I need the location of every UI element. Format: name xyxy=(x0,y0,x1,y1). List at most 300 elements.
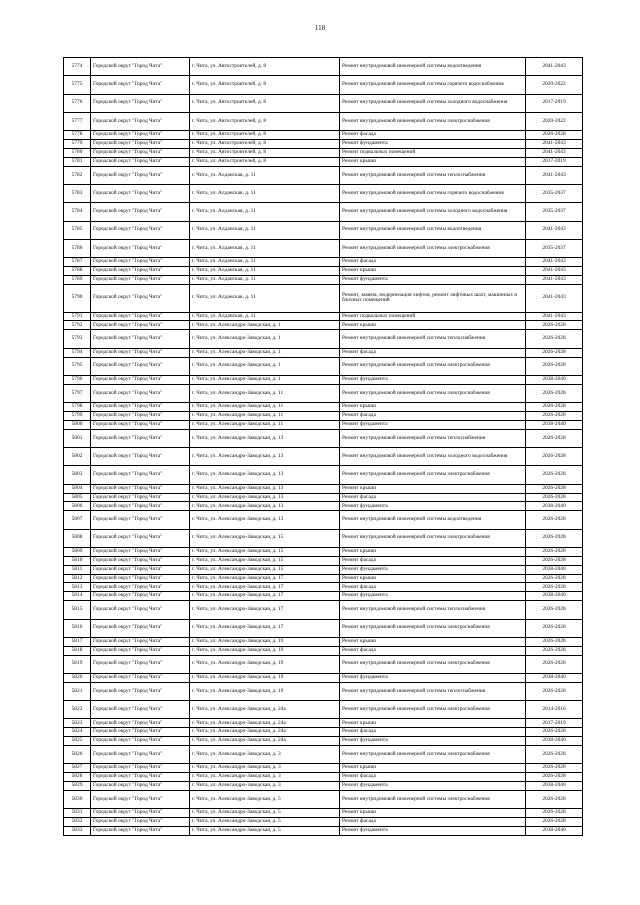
row-number: 5816 xyxy=(64,619,91,637)
row-number: 5799 xyxy=(64,411,91,420)
table-row xyxy=(64,547,583,556)
row-number: 5777 xyxy=(64,112,91,130)
row-number: 5782 xyxy=(64,166,91,184)
municipality-cell: Городской округ "Город Чита" xyxy=(91,276,190,285)
municipality-cell: Городской округ "Город Чита" xyxy=(91,258,190,267)
municipality-cell: Городской округ "Город Чита" xyxy=(91,637,190,646)
period-cell: 2026-2028 xyxy=(526,601,583,619)
row-number: 5805 xyxy=(64,493,91,502)
table-row xyxy=(64,284,583,312)
address-cell: г. Чита, ул. Алданская, д. 11 xyxy=(190,284,340,312)
period-cell: 2038-2040 xyxy=(526,592,583,601)
row-number: 5779 xyxy=(64,140,91,149)
address-cell: г. Чита, ул. Александро-Заводская, д. 3 xyxy=(190,773,340,782)
municipality-cell: Городской округ "Город Чита" xyxy=(91,601,190,619)
period-cell: 2026-2028 xyxy=(526,728,583,737)
table-row xyxy=(64,330,583,348)
table-row xyxy=(64,357,583,375)
address-cell: г. Чита, ул. Александро-Заводская, д. 13 xyxy=(190,493,340,502)
period-cell: 2026-2028 xyxy=(526,411,583,420)
row-number: 5814 xyxy=(64,592,91,601)
row-number: 5819 xyxy=(64,655,91,673)
address-cell: г. Чита, ул. Александро-Заводская, д. 1 xyxy=(190,375,340,384)
work-type-cell: Ремонт внутридомовой инженерной системы электроснабжения xyxy=(340,791,526,809)
municipality-cell: Городской округ "Город Чита" xyxy=(91,502,190,511)
table-row xyxy=(64,565,583,574)
municipality-cell: Городской округ "Город Чита" xyxy=(91,556,190,565)
table-row xyxy=(64,511,583,529)
work-type-cell: Ремонт крыши xyxy=(340,764,526,773)
address-cell: г. Чита, ул. Александро-Заводская, д. 19 xyxy=(190,682,340,700)
repair-schedule-table xyxy=(63,57,583,836)
work-type-cell: Ремонт внутридомовой инженерной системы электроснабжения xyxy=(340,239,526,257)
municipality-cell: Городской округ "Город Чита" xyxy=(91,737,190,746)
row-number: 5802 xyxy=(64,448,91,466)
municipality-cell: Городской округ "Город Чита" xyxy=(91,782,190,791)
address-cell: г. Чита, ул. Александро-Заводская, д. 13 xyxy=(190,484,340,493)
address-cell: г. Чита, ул. Александро-Заводская, д. 15 xyxy=(190,547,340,556)
municipality-cell: Городской округ "Город Чита" xyxy=(91,701,190,719)
period-cell: 2038-2040 xyxy=(526,673,583,682)
row-number: 5822 xyxy=(64,701,91,719)
work-type-cell: Ремонт фасада xyxy=(340,818,526,827)
row-number: 5806 xyxy=(64,502,91,511)
address-cell: г. Чита, ул. Александро-Заводская, д. 3 xyxy=(190,764,340,773)
row-number: 5832 xyxy=(64,818,91,827)
work-type-cell: Ремонт крыши xyxy=(340,719,526,728)
row-number: 5787 xyxy=(64,258,91,267)
address-cell: г. Чита, ул. Алданская, д. 11 xyxy=(190,267,340,276)
municipality-cell: Городской округ "Город Чита" xyxy=(91,94,190,112)
table-row xyxy=(64,58,583,76)
page-number: 118 xyxy=(314,24,326,32)
address-cell: г. Чита, ул. Александро-Заводская, д. 1 xyxy=(190,330,340,348)
address-cell: г. Чита, ул. Автостроителей, д. 8 xyxy=(190,140,340,149)
table-row xyxy=(64,185,583,203)
table-row xyxy=(64,529,583,547)
table-row xyxy=(64,673,583,682)
municipality-cell: Городской округ "Город Чита" xyxy=(91,547,190,556)
address-cell: г. Чита, ул. Александро-Заводская, д. 5 xyxy=(190,818,340,827)
address-cell: г. Чита, ул. Автостроителей, д. 8 xyxy=(190,94,340,112)
work-type-cell: Ремонт крыши xyxy=(340,403,526,412)
period-cell: 2038-2040 xyxy=(526,502,583,511)
address-cell: г. Чита, ул. Александро-Заводская, д. 13 xyxy=(190,466,340,484)
address-cell: г. Чита, ул. Александро-Заводская, д. 15 xyxy=(190,529,340,547)
table-row xyxy=(64,112,583,130)
municipality-cell: Городской округ "Город Чита" xyxy=(91,58,190,76)
period-cell: 2035-2037 xyxy=(526,185,583,203)
row-number: 5791 xyxy=(64,312,91,321)
table-row xyxy=(64,701,583,719)
table-row xyxy=(64,94,583,112)
address-cell: г. Чита, ул. Александро-Заводская, д. 3 xyxy=(190,746,340,764)
address-cell: г. Чита, ул. Александро-Заводская, д. 11 xyxy=(190,411,340,420)
work-type-cell: Ремонт фундамента xyxy=(340,592,526,601)
municipality-cell: Городской округ "Город Чита" xyxy=(91,646,190,655)
municipality-cell: Городской округ "Город Чита" xyxy=(91,140,190,149)
address-cell: г. Чита, ул. Александро-Заводская, д. 19 xyxy=(190,673,340,682)
municipality-cell: Городской округ "Город Чита" xyxy=(91,791,190,809)
row-number: 5798 xyxy=(64,403,91,412)
work-type-cell: Ремонт крыши xyxy=(340,809,526,818)
table-row xyxy=(64,818,583,827)
work-type-cell: Ремонт фундамента xyxy=(340,140,526,149)
municipality-cell: Городской округ "Город Чита" xyxy=(91,348,190,357)
row-number: 5803 xyxy=(64,466,91,484)
municipality-cell: Городской округ "Город Чита" xyxy=(91,312,190,321)
table-row xyxy=(64,773,583,782)
table-row xyxy=(64,375,583,384)
table-row xyxy=(64,556,583,565)
row-number: 5801 xyxy=(64,429,91,447)
work-type-cell: Ремонт внутридомовой инженерной системы теплоснабжения xyxy=(340,429,526,447)
table-row xyxy=(64,411,583,420)
period-cell: 2035-2037 xyxy=(526,203,583,221)
table-row xyxy=(64,420,583,429)
table-row xyxy=(64,719,583,728)
period-cell: 2026-2028 xyxy=(526,330,583,348)
work-type-cell: Ремонт фасада xyxy=(340,728,526,737)
municipality-cell: Городской округ "Город Чита" xyxy=(91,484,190,493)
table-row xyxy=(64,827,583,836)
period-cell: 2041-2043 xyxy=(526,276,583,285)
address-cell: г. Чита, ул. Александро-Заводская, д. 11 xyxy=(190,420,340,429)
municipality-cell: Городской округ "Город Чита" xyxy=(91,673,190,682)
municipality-cell: Городской округ "Город Чита" xyxy=(91,203,190,221)
address-cell: г. Чита, ул. Алданская, д. 11 xyxy=(190,221,340,239)
row-number: 5817 xyxy=(64,637,91,646)
period-cell: 2038-2040 xyxy=(526,827,583,836)
row-number: 5785 xyxy=(64,221,91,239)
address-cell: г. Чита, ул. Александро-Заводская, д. 24а xyxy=(190,719,340,728)
row-number: 5828 xyxy=(64,773,91,782)
table-row xyxy=(64,574,583,583)
work-type-cell: Ремонт крыши xyxy=(340,157,526,166)
table-row xyxy=(64,148,583,157)
row-number: 5789 xyxy=(64,276,91,285)
table-row xyxy=(64,737,583,746)
table-row xyxy=(64,583,583,592)
work-type-cell: Ремонт внутридомовой инженерной системы электроснабжения xyxy=(340,655,526,673)
address-cell: г. Чита, ул. Александро-Заводская, д. 19 xyxy=(190,637,340,646)
row-number: 5830 xyxy=(64,791,91,809)
table-row xyxy=(64,592,583,601)
address-cell: г. Чита, ул. Александро-Заводская, д. 13 xyxy=(190,429,340,447)
municipality-cell: Городской округ "Город Чита" xyxy=(91,448,190,466)
period-cell: 2020-2022 xyxy=(526,112,583,130)
municipality-cell: Городской округ "Город Чита" xyxy=(91,76,190,94)
address-cell: г. Чита, ул. Александро-Заводская, д. 5 xyxy=(190,827,340,836)
period-cell: 2026-2028 xyxy=(526,682,583,700)
table-row xyxy=(64,403,583,412)
row-number: 5826 xyxy=(64,746,91,764)
work-type-cell: Ремонт фундамента xyxy=(340,276,526,285)
work-type-cell: Ремонт внутридомовой инженерной системы водоотведения xyxy=(340,58,526,76)
address-cell: г. Чита, ул. Александро-Заводская, д. 17 xyxy=(190,619,340,637)
work-type-cell: Ремонт фундамента xyxy=(340,737,526,746)
row-number: 5824 xyxy=(64,728,91,737)
address-cell: г. Чита, ул. Алданская, д. 11 xyxy=(190,276,340,285)
address-cell: г. Чита, ул. Александро-Заводская, д. 13 xyxy=(190,448,340,466)
period-cell: 2026-2028 xyxy=(526,791,583,809)
row-number: 5823 xyxy=(64,719,91,728)
municipality-cell: Городской округ "Город Чита" xyxy=(91,827,190,836)
address-cell: г. Чита, ул. Автостроителей, д. 8 xyxy=(190,112,340,130)
period-cell: 2038-2040 xyxy=(526,737,583,746)
municipality-cell: Городской округ "Город Чита" xyxy=(91,773,190,782)
work-type-cell: Ремонт внутридомовой инженерной системы горячего водоснабжения xyxy=(340,185,526,203)
row-number: 5781 xyxy=(64,157,91,166)
period-cell: 2026-2028 xyxy=(526,574,583,583)
period-cell: 2041-2043 xyxy=(526,221,583,239)
work-type-cell: Ремонт фундамента xyxy=(340,420,526,429)
row-number: 5808 xyxy=(64,529,91,547)
municipality-cell: Городской округ "Город Чита" xyxy=(91,267,190,276)
row-number: 5813 xyxy=(64,583,91,592)
period-cell: 2026-2028 xyxy=(526,493,583,502)
work-type-cell: Ремонт внутридомовой инженерной системы электроснабжения xyxy=(340,529,526,547)
municipality-cell: Городской округ "Город Чита" xyxy=(91,403,190,412)
period-cell: 2026-2028 xyxy=(526,131,583,140)
row-number: 5811 xyxy=(64,565,91,574)
municipality-cell: Городской округ "Город Чита" xyxy=(91,375,190,384)
municipality-cell: Городской округ "Город Чита" xyxy=(91,746,190,764)
table-row xyxy=(64,221,583,239)
table-row xyxy=(64,429,583,447)
municipality-cell: Городской округ "Город Чита" xyxy=(91,429,190,447)
municipality-cell: Городской округ "Город Чита" xyxy=(91,574,190,583)
period-cell: 2026-2028 xyxy=(526,773,583,782)
municipality-cell: Городской округ "Город Чита" xyxy=(91,583,190,592)
address-cell: г. Чита, ул. Александро-Заводская, д. 17 xyxy=(190,601,340,619)
row-number: 5786 xyxy=(64,239,91,257)
period-cell: 2026-2028 xyxy=(526,429,583,447)
period-cell: 2038-2040 xyxy=(526,565,583,574)
row-number: 5790 xyxy=(64,284,91,312)
period-cell: 2041-2043 xyxy=(526,58,583,76)
municipality-cell: Городской округ "Город Чита" xyxy=(91,682,190,700)
work-type-cell: Ремонт внутридомовой инженерной системы водоотведения xyxy=(340,511,526,529)
period-cell: 2017-2019 xyxy=(526,94,583,112)
row-number: 5800 xyxy=(64,420,91,429)
address-cell: г. Чита, ул. Автостроителей, д. 8 xyxy=(190,76,340,94)
period-cell: 2038-2040 xyxy=(526,375,583,384)
address-cell: г. Чита, ул. Автостроителей, д. 8 xyxy=(190,148,340,157)
period-cell: 2014-2016 xyxy=(526,701,583,719)
work-type-cell: Ремонт крыши xyxy=(340,267,526,276)
address-cell: г. Чита, ул. Автостроителей, д. 8 xyxy=(190,58,340,76)
municipality-cell: Городской округ "Город Чита" xyxy=(91,185,190,203)
work-type-cell: Ремонт внутридомовой инженерной системы электроснабжения xyxy=(340,619,526,637)
address-cell: г. Чита, ул. Александро-Заводская, д. 19 xyxy=(190,655,340,673)
table-row xyxy=(64,682,583,700)
work-type-cell: Ремонт фундамента xyxy=(340,673,526,682)
row-number: 5820 xyxy=(64,673,91,682)
period-cell: 2038-2040 xyxy=(526,782,583,791)
table-row xyxy=(64,140,583,149)
work-type-cell: Ремонт подвальных помещений xyxy=(340,148,526,157)
row-number: 5812 xyxy=(64,574,91,583)
period-cell: 2041-2043 xyxy=(526,267,583,276)
address-cell: г. Чита, ул. Александро-Заводская, д. 13 xyxy=(190,511,340,529)
row-number: 5833 xyxy=(64,827,91,836)
address-cell: г. Чита, ул. Александро-Заводская, д. 11 xyxy=(190,384,340,402)
work-type-cell: Ремонт внутридомовой инженерной системы водоотведения xyxy=(340,221,526,239)
municipality-cell: Городской округ "Город Чита" xyxy=(91,764,190,773)
table-row xyxy=(64,239,583,257)
work-type-cell: Ремонт фасада xyxy=(340,493,526,502)
table-row xyxy=(64,384,583,402)
municipality-cell: Городской округ "Город Чита" xyxy=(91,131,190,140)
row-number: 5809 xyxy=(64,547,91,556)
table-row xyxy=(64,203,583,221)
work-type-cell: Ремонт внутридомовой инженерной системы горячего водоснабжения xyxy=(340,76,526,94)
work-type-cell: Ремонт внутридомовой инженерной системы электроснабжения xyxy=(340,466,526,484)
row-number: 5795 xyxy=(64,357,91,375)
municipality-cell: Городской округ "Город Чита" xyxy=(91,818,190,827)
table-row xyxy=(64,312,583,321)
period-cell: 2020-2022 xyxy=(526,76,583,94)
work-type-cell: Ремонт фасада xyxy=(340,131,526,140)
table-body xyxy=(64,58,583,836)
table-row xyxy=(64,76,583,94)
period-cell: 2026-2028 xyxy=(526,484,583,493)
row-number: 5827 xyxy=(64,764,91,773)
address-cell: г. Чита, ул. Александро-Заводская, д. 5 xyxy=(190,791,340,809)
municipality-cell: Городской округ "Город Чита" xyxy=(91,565,190,574)
period-cell: 2026-2028 xyxy=(526,511,583,529)
work-type-cell: Ремонт внутридомовой инженерной системы электроснабжения xyxy=(340,357,526,375)
work-type-cell: Ремонт крыши xyxy=(340,484,526,493)
period-cell: 2026-2028 xyxy=(526,448,583,466)
row-number: 5831 xyxy=(64,809,91,818)
table-row xyxy=(64,484,583,493)
municipality-cell: Городской округ "Город Чита" xyxy=(91,166,190,184)
address-cell: г. Чита, ул. Алданская, д. 11 xyxy=(190,203,340,221)
table-row xyxy=(64,746,583,764)
period-cell: 2026-2028 xyxy=(526,646,583,655)
row-number: 5821 xyxy=(64,682,91,700)
work-type-cell: Ремонт внутридомовой инженерной системы теплоснабжения xyxy=(340,601,526,619)
work-type-cell: Ремонт фундамента xyxy=(340,565,526,574)
table-row xyxy=(64,321,583,330)
municipality-cell: Городской округ "Город Чита" xyxy=(91,592,190,601)
period-cell: 2026-2028 xyxy=(526,746,583,764)
period-cell: 2035-2037 xyxy=(526,239,583,257)
period-cell: 2041-2043 xyxy=(526,312,583,321)
work-type-cell: Ремонт внутридомовой инженерной системы теплоснабжения xyxy=(340,166,526,184)
work-type-cell: Ремонт внутридомовой инженерной системы холодного водоснабжения xyxy=(340,203,526,221)
municipality-cell: Городской округ "Город Чита" xyxy=(91,357,190,375)
row-number: 5783 xyxy=(64,185,91,203)
address-cell: г. Чита, ул. Алданская, д. 11 xyxy=(190,312,340,321)
municipality-cell: Городской округ "Город Чита" xyxy=(91,221,190,239)
work-type-cell: Ремонт фасада xyxy=(340,411,526,420)
work-type-cell: Ремонт фасада xyxy=(340,348,526,357)
work-type-cell: Ремонт фасада xyxy=(340,556,526,565)
table-row xyxy=(64,601,583,619)
work-type-cell: Ремонт внутридомовой инженерной системы холодного водоснабжения xyxy=(340,448,526,466)
municipality-cell: Городской округ "Город Чита" xyxy=(91,719,190,728)
table-row xyxy=(64,637,583,646)
row-number: 5815 xyxy=(64,601,91,619)
period-cell: 2026-2028 xyxy=(526,529,583,547)
address-cell: г. Чита, ул. Александро-Заводская, д. 11 xyxy=(190,403,340,412)
municipality-cell: Городской округ "Город Чита" xyxy=(91,321,190,330)
address-cell: г. Чита, ул. Александро-Заводская, д. 1 xyxy=(190,357,340,375)
period-cell: 2041-2043 xyxy=(526,148,583,157)
table-row xyxy=(64,728,583,737)
period-cell: 2026-2028 xyxy=(526,403,583,412)
address-cell: г. Чита, ул. Александро-Заводская, д. 5 xyxy=(190,809,340,818)
address-cell: г. Чита, ул. Александро-Заводская, д. 19 xyxy=(190,646,340,655)
municipality-cell: Городской округ "Город Чита" xyxy=(91,411,190,420)
table-row xyxy=(64,502,583,511)
row-number: 5775 xyxy=(64,76,91,94)
period-cell: 2041-2043 xyxy=(526,284,583,312)
municipality-cell: Городской округ "Город Чита" xyxy=(91,330,190,348)
address-cell: г. Чита, ул. Александро-Заводская, д. 15 xyxy=(190,556,340,565)
work-type-cell: Ремонт фасада xyxy=(340,583,526,592)
row-number: 5784 xyxy=(64,203,91,221)
work-type-cell: Ремонт внутридомовой инженерной системы электроснабжения xyxy=(340,384,526,402)
work-type-cell: Ремонт фасада xyxy=(340,646,526,655)
address-cell: г. Чита, ул. Алданская, д. 11 xyxy=(190,166,340,184)
row-number: 5776 xyxy=(64,94,91,112)
municipality-cell: Городской округ "Город Чита" xyxy=(91,239,190,257)
row-number: 5796 xyxy=(64,375,91,384)
work-type-cell: Ремонт, замена, модернизация лифтов, ремонт лифтовых шахт, машинных и блочных помещений xyxy=(340,284,526,312)
table-row xyxy=(64,764,583,773)
address-cell: г. Чита, ул. Алданская, д. 11 xyxy=(190,185,340,203)
period-cell: 2041-2043 xyxy=(526,258,583,267)
table-row xyxy=(64,646,583,655)
work-type-cell: Ремонт фундамента xyxy=(340,827,526,836)
row-number: 5793 xyxy=(64,330,91,348)
table-row xyxy=(64,166,583,184)
address-cell: г. Чита, ул. Александро-Заводская, д. 1 xyxy=(190,321,340,330)
table-row xyxy=(64,782,583,791)
period-cell: 2017-2019 xyxy=(526,719,583,728)
period-cell: 2026-2028 xyxy=(526,764,583,773)
address-cell: г. Чита, ул. Александро-Заводская, д. 24а xyxy=(190,701,340,719)
table-row xyxy=(64,619,583,637)
work-type-cell: Ремонт фасада xyxy=(340,258,526,267)
municipality-cell: Городской округ "Город Чита" xyxy=(91,809,190,818)
row-number: 5829 xyxy=(64,782,91,791)
work-type-cell: Ремонт фундамента xyxy=(340,502,526,511)
row-number: 5804 xyxy=(64,484,91,493)
period-cell: 2017-2019 xyxy=(526,157,583,166)
period-cell: 2041-2043 xyxy=(526,140,583,149)
municipality-cell: Городской округ "Город Чита" xyxy=(91,384,190,402)
municipality-cell: Городской округ "Город Чита" xyxy=(91,157,190,166)
municipality-cell: Городской округ "Город Чита" xyxy=(91,619,190,637)
work-type-cell: Ремонт внутридомовой инженерной системы теплоснабжения xyxy=(340,682,526,700)
period-cell: 2026-2028 xyxy=(526,655,583,673)
work-type-cell: Ремонт крыши xyxy=(340,637,526,646)
row-number: 5774 xyxy=(64,58,91,76)
address-cell: г. Чита, ул. Автостроителей, д. 8 xyxy=(190,131,340,140)
address-cell: г. Чита, ул. Александро-Заводская, д. 3 xyxy=(190,782,340,791)
row-number: 5825 xyxy=(64,737,91,746)
municipality-cell: Городской округ "Город Чита" xyxy=(91,112,190,130)
work-type-cell: Ремонт внутридомовой инженерной системы теплоснабжения xyxy=(340,330,526,348)
address-cell: г. Чита, ул. Александро-Заводская, д. 15 xyxy=(190,565,340,574)
table-row xyxy=(64,157,583,166)
address-cell: г. Чита, ул. Александро-Заводская, д. 17 xyxy=(190,574,340,583)
